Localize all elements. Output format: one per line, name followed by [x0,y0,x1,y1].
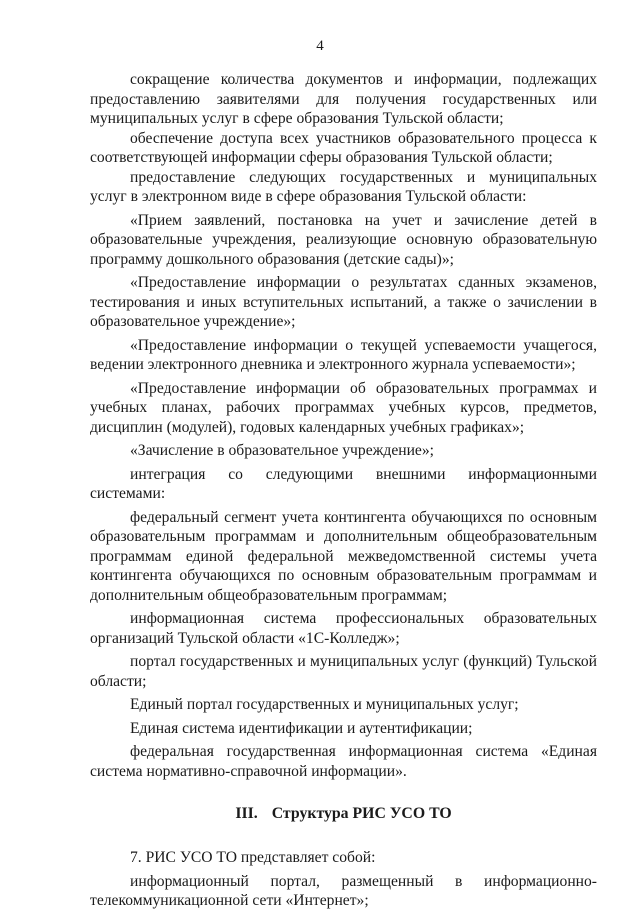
paragraph: сокращение количества документов и информации, подлежащих предоставлению заявителями для получения государственных или муниципальных услуг в сфере образования Тульской области; [90,71,597,127]
paragraph: обеспечение доступа всех участников образовательного процесса к соответствующей информации сферы образования Тульской области; [90,129,597,166]
paragraph: «Предоставление информации о текущей успеваемости учащегося, ведении электронного дневника и электронного журнала успеваемости»; [90,336,597,373]
paragraph: интеграция со следующими внешними информационными системами: [90,465,597,502]
paragraph: федеральный сегмент учета контингента обучающихся по основным образовательным программам и дополнительным общеобразовательным программам единой федеральной межведомственной системы учета контингента обучающихся по основным образовательным программам и дополнительным общеобразовательным программам; [90,508,597,604]
paragraph: «Зачисление в образовательное учреждение»; [130,442,434,459]
paragraph: «Предоставление информации о результатах сданных экзаменов, тестирования и иных вступительных испытаний, а также о зачислении в образовательное учреждение»; [90,274,597,330]
paragraph: информационная система профессиональных образовательных организаций Тульской области «1С-Колледж»; [90,610,597,647]
paragraph: предоставление следующих государственных и муниципальных услуг в электронном виде в сфере образования Тульской области: [90,168,597,205]
document-body [90,70,597,911]
paragraph: 7. РИС УСО ТО представляет собой: [130,849,376,866]
paragraph: Единый портал государственных и муниципальных услуг; [130,696,519,713]
paragraph: «Предоставление информации об образовательных программах и учебных планах, рабочих программах учебных курсов, предметов, дисциплин (модулей), годовых календарных учебных графиках»; [90,379,597,436]
paragraph: информационный портал, размещенный в информационно-телекоммуникационной сети «Интернет»; [90,872,597,909]
paragraph: «Прием заявлений, постановка на учет и зачисление детей в образовательные учреждения, реализующие основную образовательную программу дошкольного образования (детские сады)»; [90,211,597,268]
page-number: 4 [316,38,324,54]
section-heading [90,804,597,824]
section-title: Структура РИС УСО ТО [271,805,452,822]
paragraph: федеральная государственная информационная система «Единая система нормативно-справочной информации». [90,743,597,780]
paragraph: портал государственных и муниципальных услуг (функций) Тульской области; [90,653,597,690]
paragraph: Единая система идентификации и аутентификации; [130,719,473,737]
section-number: III. [235,805,258,822]
